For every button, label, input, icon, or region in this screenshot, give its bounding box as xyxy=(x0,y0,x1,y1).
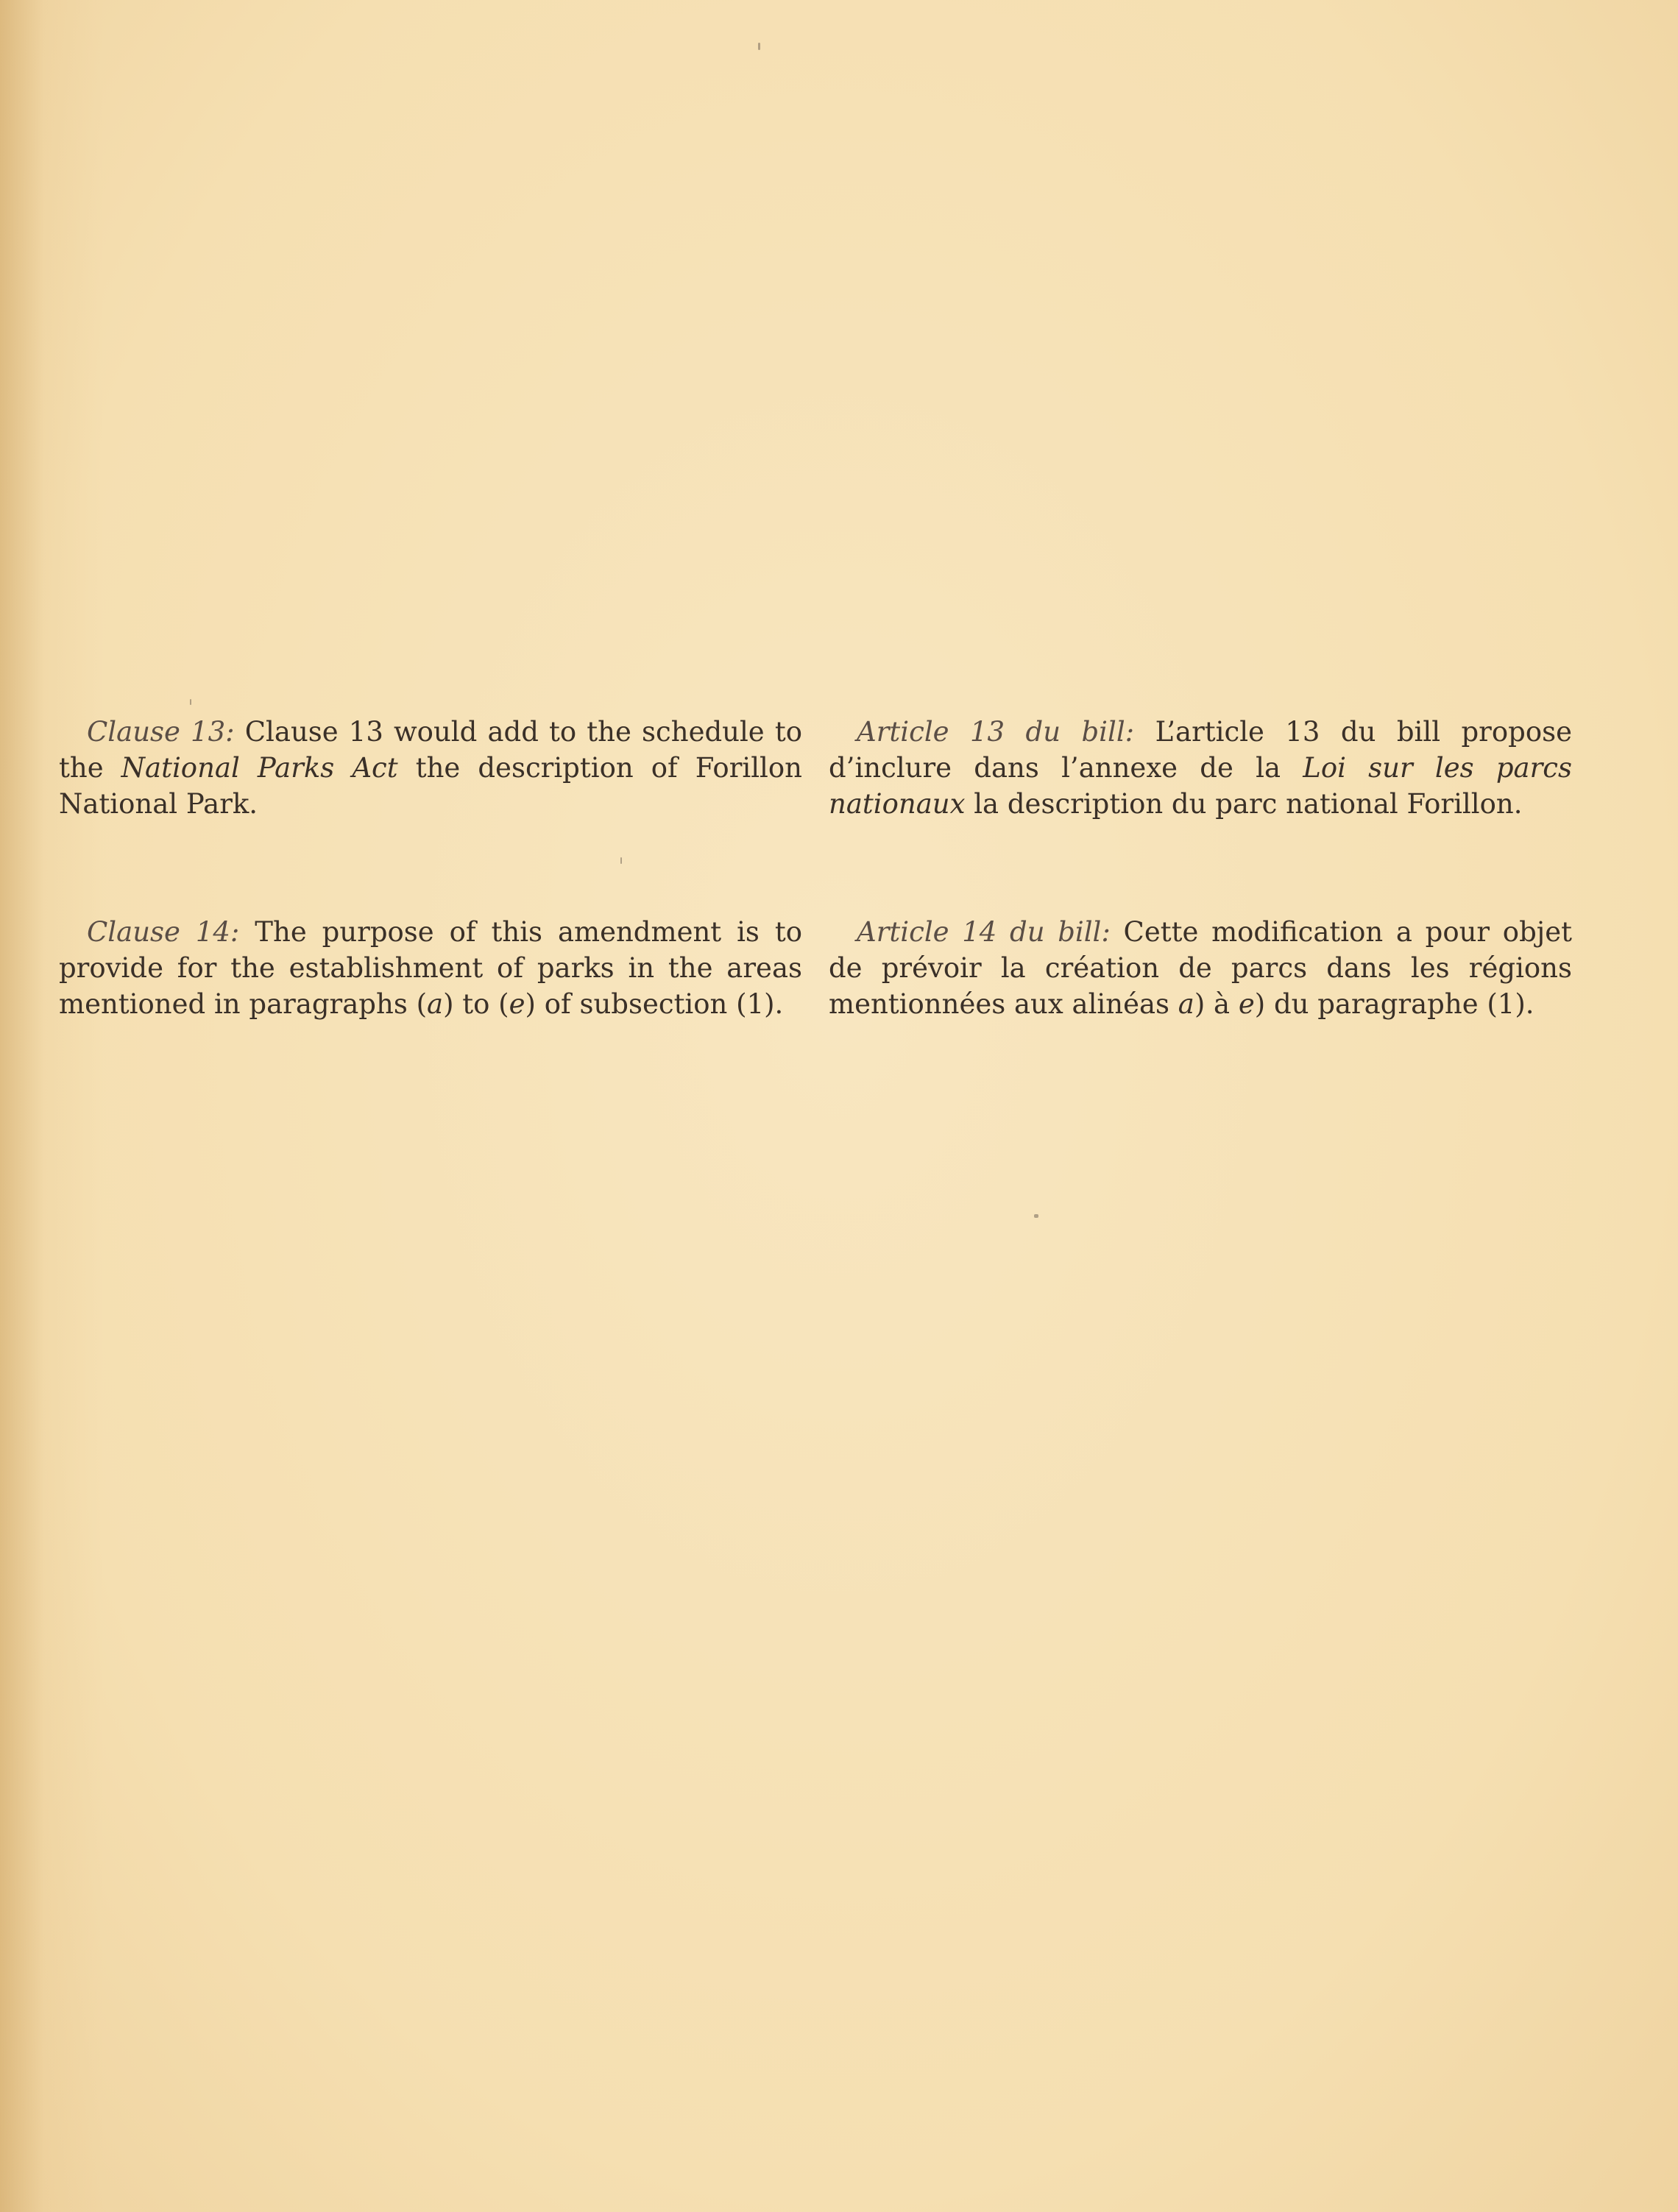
paper-speck xyxy=(620,857,622,864)
clause-14-text-1: The purpose of this amendment is to provide for the establishment of parks in the areas mentioned in paragraphs ( xyxy=(59,916,802,1020)
clause-14-paragraph xyxy=(59,914,802,1022)
paragraph-a-ref: a xyxy=(427,988,444,1020)
article-14-text-2: ) à xyxy=(1194,988,1239,1020)
article-13-text-1: L’article 13 du bill propose d’inclure dans l’annexe de la xyxy=(829,716,1572,784)
clause-14-text-2: ) to ( xyxy=(443,988,509,1020)
clause-13-note xyxy=(59,714,802,822)
alinea-a-ref: a xyxy=(1178,988,1194,1020)
article-14-text-1: Cette modification a pour objet de prévoir la création de parcs dans les régions mentionnées aux alinéas xyxy=(829,916,1572,1020)
act-title-fr: Loi sur les parcs nationaux xyxy=(829,752,1572,820)
article-14-note xyxy=(829,914,1572,1022)
article-13-paragraph xyxy=(829,714,1572,822)
clause-13-paragraph xyxy=(59,714,802,822)
clause-13-text-1: Clause 13 would add to the schedule to the xyxy=(59,716,802,784)
clause-14-note xyxy=(59,914,802,1022)
article-13-note xyxy=(829,714,1572,822)
act-title-en: National Parks Act xyxy=(121,752,398,784)
article-13-heading: Article 13 du bill: xyxy=(857,716,1135,748)
article-13-text-2: la description du parc national Forillon. xyxy=(965,788,1523,820)
alinea-e-ref: e xyxy=(1238,988,1255,1020)
clause-13-heading: Clause 13: xyxy=(87,716,235,748)
clause-14-heading: Clause 14: xyxy=(87,916,240,948)
article-14-text-3: ) du paragraphe (1). xyxy=(1254,988,1534,1020)
paper-speck xyxy=(758,43,760,50)
article-14-heading: Article 14 du bill: xyxy=(857,916,1111,948)
clause-14-text-3: ) of subsection (1). xyxy=(525,988,784,1020)
paragraph-e-ref: e xyxy=(509,988,525,1020)
clause-13-text-2: the description of Forillon National Park. xyxy=(59,752,802,820)
article-14-paragraph xyxy=(829,914,1572,1022)
paper-speck xyxy=(190,699,191,705)
paper-speck xyxy=(1034,1214,1038,1218)
